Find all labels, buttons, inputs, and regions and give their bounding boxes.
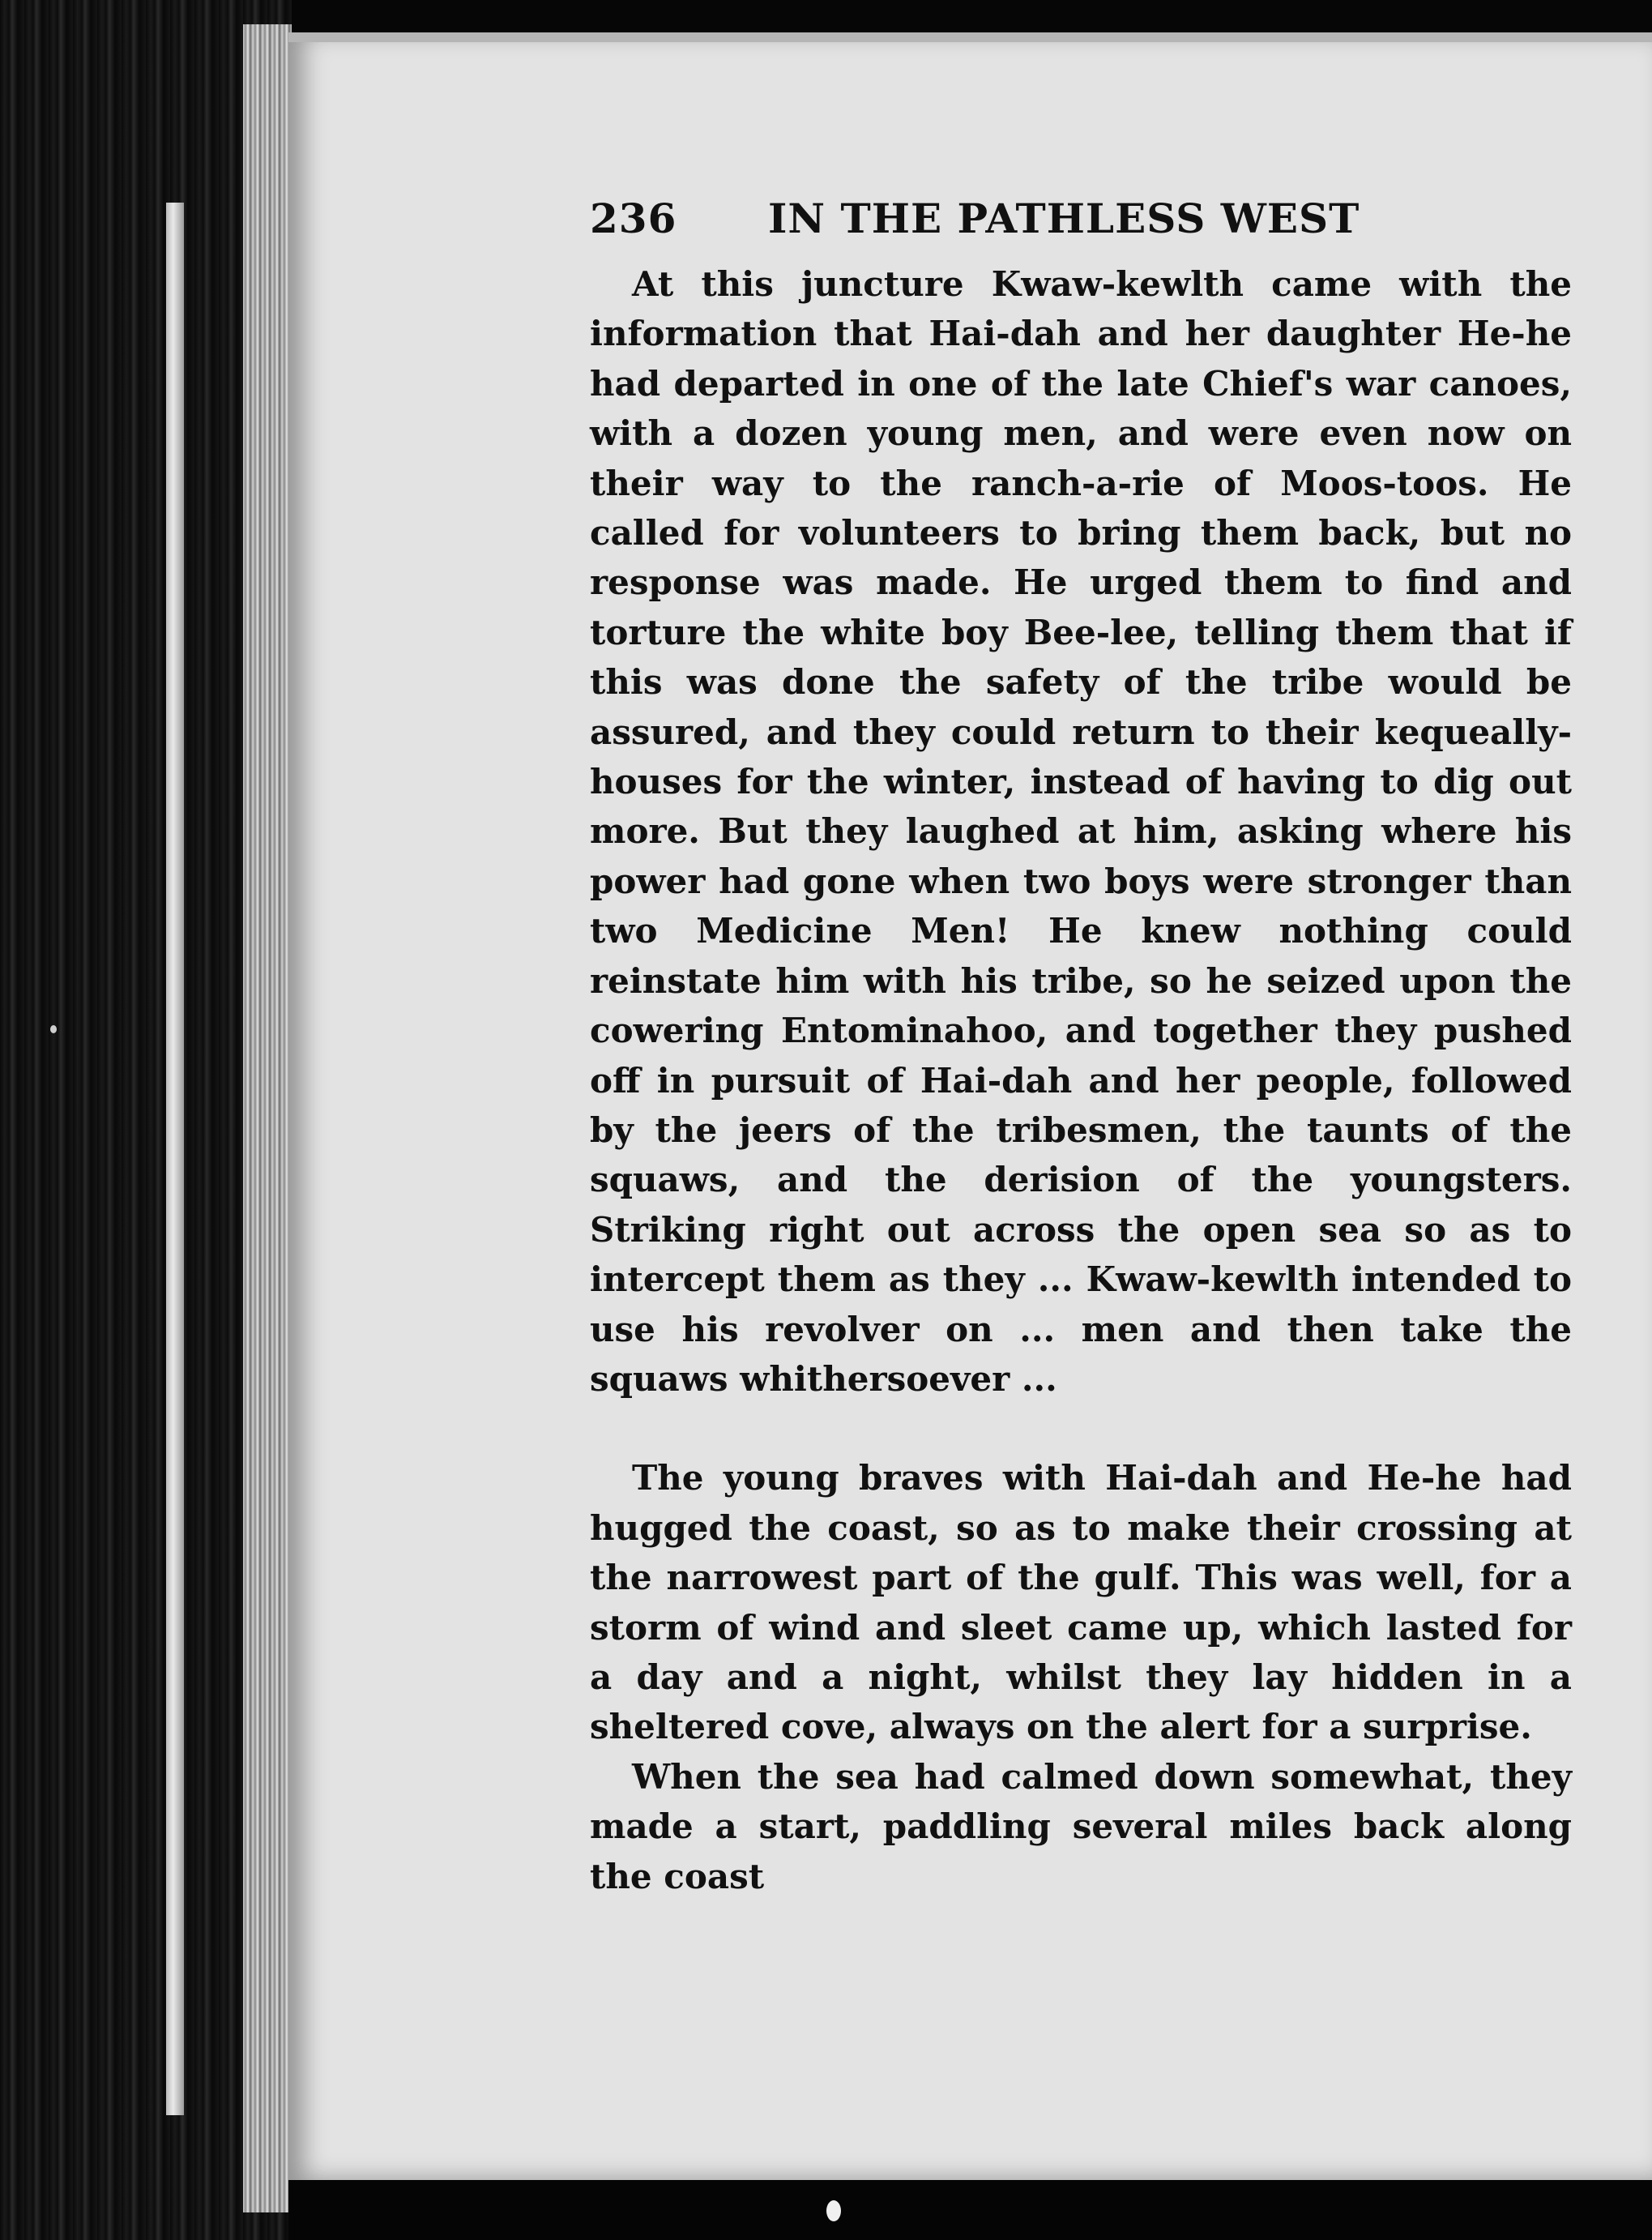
paragraph: The young braves with Hai-dah and He-he had hugged the coast, so as to make their crossing at the narrowest part of the gulf. This was well, for a storm of wind and sleet came up, which lasted for a day and a night, whilst they lay hidden in a sheltered cove, always on the alert for a surprise. [590,1458,1572,1747]
paragraph: When the sea had calmed down somewhat, they made a start, paddling several miles back along the coast [590,1756,1572,1896]
page-bottom-edge [288,2180,1652,2240]
page-top-edge [288,32,1652,42]
body-text [590,259,1572,1901]
scan-speck [50,1025,57,1033]
text-block [590,195,1572,1901]
paragraph: At this juncture Kwaw-kewlth came with the information that Hai-dah and her daughter He-he had departed in one of the late Chief's war canoes, with a dozen young men, and were even now on their way to the ranch-a-rie of Moos-toos. He called for volunteers to bring them back, but no response was made. He urged them to find and torture the white boy Bee-lee, telling them that if this was done the safety of the tribe would be assured, and they could return to their kequeally-houses for the winter, instead of having to dig out more. But they laughed at him, asking where his power had gone when two boys were stronger than two Medicine Men! He knew nothing could reinstate him with his tribe, so he seized upon the cowering Entominahoo, and together they pushed off in pursuit of Hai-dah and her people, followed by the jeers of the tribesmen, the taunts of the squaws, and the derision of the youngsters. Striking right out across the open sea so as to intercept them as they ... Kwaw-kewlth intended to use his revolver on ... men and then take the squaws whithersoever ... [590,264,1572,1399]
page-number: 236 [590,195,677,242]
binding-highlight [166,203,184,2115]
page-edges [243,24,292,2212]
book-title: IN THE PATHLESS WEST [768,195,1360,242]
running-head [590,195,1572,259]
scan-speck [826,2200,841,2221]
